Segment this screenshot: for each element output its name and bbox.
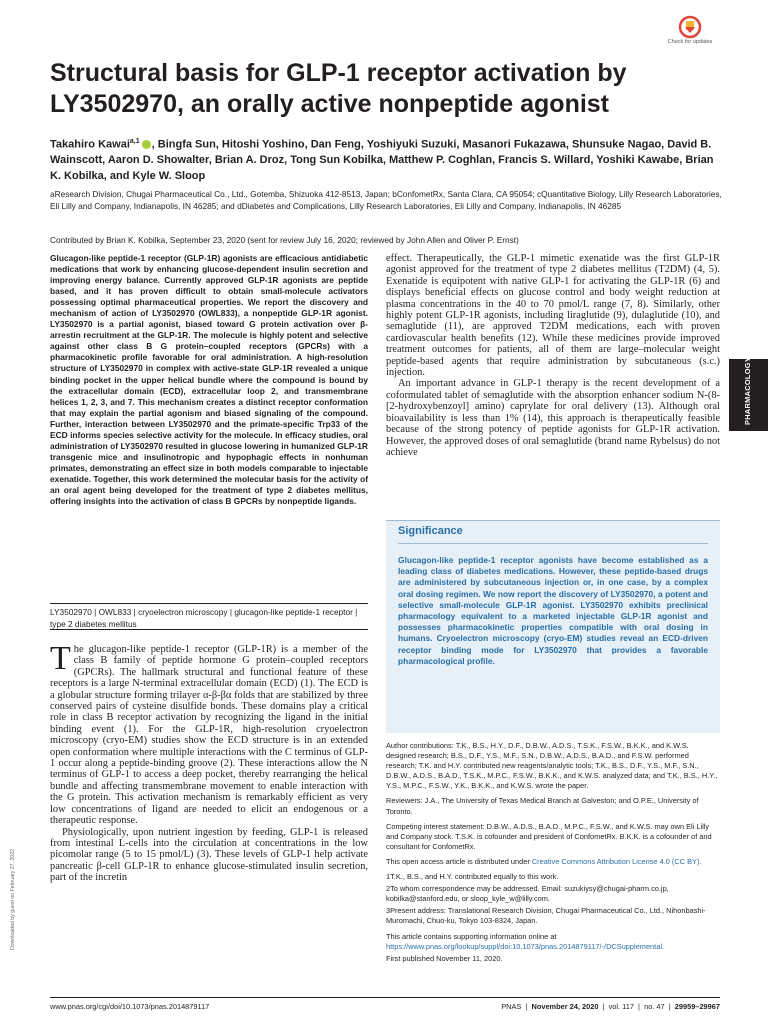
footer-date: November 24, 2020 xyxy=(531,1002,599,1011)
orcid-icon[interactable] xyxy=(142,140,151,149)
body-left-column xyxy=(50,640,368,884)
first-author-affiliation: a,1 xyxy=(129,138,140,145)
section-label: PHARMACOLOGY xyxy=(743,356,752,425)
footer-volume: vol. 117 xyxy=(608,1002,634,1011)
abstract: Glucagon-like peptide-1 receptor (GLP-1R) agonists are efficacious antidiabetic medications that work by enhancing glucose-dependent insulin secretion and improving energy balance. Currently approved GLP-1R agonists are peptide based, and it has proven difficult to obtain small-molecule activators possessing optimal pharmaceutical properties. We report the discovery and mechanism of action of LY3502970 (OWL833), a nonpeptide GLP-1R agonist. LY3502970 is a partial agonist, biased toward G protein activation over β-arrestin recruitment at the GLP-1R. The molecule is highly potent and selective against other class B G protein–coupled receptors (GPCRs) with a pharmacokinetic profile favorable for oral administration. A high-resolution structure of LY3502970 in complex with active-state GLP-1R revealed a unique binding pocket in the upper helical bundle where the compound is bound by the extracellular domain (ECD), extracellular loop 2, and transmembrane helices 1, 2, 3, and 7. This mechanism creates a distinct receptor conformation that may explain the partial agonism and biased signaling of the compound. Further, interaction between LY3502970 and the primate-specific Trp33 of the ECD informs species selective activity for the molecule. In efficacy studies, oral administration of LY3502970 resulted in glucose lowering in humanized GLP-1R transgenic mice and insulinotropic and hypophagic effects in nonhuman primates, demonstrating an effect size in both models comparable to injectable exenatide. Together, this work determined the molecular basis for the activity of an oral agent being developed for the treatment of type 2 diabetes mellitus, offering insights into the activation of class B GPCRs by nonpeptide ligands. xyxy=(50,253,368,507)
supplement-note xyxy=(386,932,720,952)
intro-paragraph-2: Physiologically, upon nutrient ingestion by feeding, GLP-1 is released from intestinal L-cells into the circulation at concentrations in the low picomolar range (5 to 15 pmol/L) (3). These levels of GLP-1 help activate pancreatic β-cell GLP-1R to enhance glucose-stimulated insulin secretion, part of the incretin xyxy=(50,826,368,884)
significance-text: Glucagon-like peptide-1 receptor agonists have become established as a leading class of diabetes medications. However, these peptide-based drugs are administered by subcutaneous injection or, in one case, by a complex oral dosing regimen. We now report the discovery of LY3502970, a potent and selective small-molecule GLP-1R agonist. LY3502970 exhibits preclinical pharmacology equivalent to a marketed injectable GLP-1R agonist and possesses pharmacokinetic properties compatible with oral dosing in humans. Cryoelectron microscopy (cryo-EM) studies reveal an ECD-driven receptor binding mode for LY3502970 that provides a favorable pharmacological profile. xyxy=(398,555,708,666)
competing-interest: Competing interest statement: D.B.W., A.D.S., B.A.D., M.P.C., F.S.W., and K.W.S. may own Eli Lilly and Company stock. T.S.K. is cofounder and president of ConfometRx. B.K.K. is a cofounder of and consultant for ConfometRx. xyxy=(386,821,712,851)
article-title: Structural basis for GLP-1 receptor activation by LY3502970, an orally active nonpeptide agonist xyxy=(50,59,627,118)
footer-journal: PNAS xyxy=(501,1002,522,1011)
right-paragraph-2: An important advance in GLP-1 therapy is the recent development of a coformulated tablet of semaglutide with the absorption enhancer sodium N-(8-[2-hydroxybenzoyl] amino) caprylate for oral delivery (13). Although oral bioavailability is less than 1% (14), this approach is therapeutically feasible because of the strong potency of peptide agonists for GLP-1R activation. However, the approved doses of oral semaglutide (brand name Rybelsus) do not achieve xyxy=(386,378,720,458)
footer-pages: 29959–29967 xyxy=(674,1002,720,1011)
first-author[interactable]: Takahiro Kawai xyxy=(50,138,130,151)
other-authors[interactable]: Bingfa Sun, Hitoshi Yoshino, Dan Feng, Yoshiyuki Suzuki, Masanori Fukazawa, Shunsuke Nagao, David B. Wainscott, Aaron D. Showalter, Brian A. Droz, Tong Sun Kobilka, Matthew P. Coghlan, Francis S. Willard, Yoshiki Kawabe, Brian K. Kobilka, and Kyle W. Sloop xyxy=(50,138,714,182)
download-note: Downloaded by guest on February 27, 2022 xyxy=(10,849,16,950)
license-link[interactable]: Creative Commons Attribution License 4.0 (CC BY). xyxy=(531,856,702,866)
reviewers-note: Reviewers: J.A., The University of Texas Medical Branch at Galveston; and O.P.E., University of Toronto. xyxy=(386,796,699,816)
footnote-1: 1T.K., B.S., and H.Y. contributed equally to this work. xyxy=(386,872,559,882)
body-right-column xyxy=(386,253,720,458)
first-published: First published November 11, 2020. xyxy=(386,953,503,963)
footer-issue: no. 47 xyxy=(644,1002,665,1011)
right-paragraph-1: effect. Therapeutically, the GLP-1 mimetic exenatide was the first GLP-1R agonist approved for the treatment of type 2 diabetes mellitus (T2DM) (4, 5). Exenatide is equipotent with native GLP-1 for activating the GLP-1R (6) and displays beneficial effects on glucose control and body weight reduction at plasma concentrations in the 40 to 70 pmol/L range (7, 8). Similarly, other highly potent GLP-1R agonists, including liraglutide (9), dulaglutide (10), and semaglutide (11), are approved T2DM medications, each with proven cardiovascular health benefits (12). While these medicines provide improved treatment outcomes for patients, all of them are large–molecular weight peptide-based agents that require administration by subcutaneous (s.c.) injection. xyxy=(386,253,720,379)
supplement-link[interactable]: https://www.pnas.org/lookup/suppl/doi:10.1073/pnas.2014879117/-/DCSupplemental. xyxy=(386,941,665,951)
footer-divider xyxy=(50,997,720,998)
check-for-updates-icon[interactable] xyxy=(672,15,708,57)
check-for-updates-label[interactable]: Check for updates xyxy=(667,39,713,45)
footer-doi-url[interactable]: www.pnas.org/cgi/doi/10.1073/pnas.2014879117 xyxy=(50,1002,210,1011)
author-contributions: Author contributions: T.K., B.S., H.Y., D.F., D.B.W., A.D.S., T.S.K., F.S.W., B.K.K., and K.W.S. designed research; B.S., D.F., Y.S., M.F., S.N., D.B.W., A.D.S., B.A.D., and F.S.W. performed research; T.K. and H.Y. contributed new reagents/analytic tools; T.K., B.S., D.F., Y.S., M.F., S.N., D.B.W., A.D.S., B.A.D., T.S.K., M.P.C., F.S.W., B.K.K., and K.W.S. analyzed data; and T.K., B.S., H.Y., Y.S., M.P.C., F.S.W., Y.K., B.K.K., and K.W.S. wrote the paper. xyxy=(386,741,718,791)
keywords: LY3502970 | OWL833 | cryoelectron microscopy | glucagon-like peptide-1 receptor | type 2 diabetes mellitus xyxy=(50,603,368,630)
footer-citation: PNAS | November 24, 2020 | vol. 117 | no. 47 | 29959–29967 xyxy=(501,1002,720,1011)
license-note xyxy=(386,857,720,867)
footnotes xyxy=(386,741,720,969)
contributed-line: Contributed by Brian K. Kobilka, September 23, 2020 (sent for review July 16, 2020; reviewed by John Allen and Oliver P. Ernst) xyxy=(50,235,519,245)
significance-heading: Significance xyxy=(398,525,463,537)
license-prefix: This open access article is distributed under xyxy=(386,856,532,866)
significance-divider xyxy=(398,543,708,544)
affiliations: aResearch Division, Chugai Pharmaceutical Co., Ltd., Gotemba, Shizuoka 412-8513, Japan; bConfometRx, Santa Clara, CA 95054; cQuantitative Biology, Lilly Research Laboratories, Eli Lilly and Company, Indianapolis, IN 46285; and dDiabetes and Complications, Lilly Research Laboratories, Eli Lilly and Company, Indianapolis, IN 46285 xyxy=(50,189,722,211)
keywords-divider xyxy=(50,629,368,630)
footnote-3: 3Present address: Translational Research Division, Chugai Pharmaceutical Co., Ltd., Nihonbashi-Muromachi, Chuo-ku, Tokyo 103-8324, Japan. xyxy=(386,906,706,926)
intro-paragraph-1: he glucagon-like peptide-1 receptor (GLP-1R) is a member of the class B family of peptide hormone G protein–coupled receptors (GPCRs). The hallmark structural and functional feature of these receptors is a large N-terminal extracellular domain (ECD) (1). The ECD is a globular structure forming trilayer α-β-βα folds that are stabilized by three conserved pairs of cysteine disulfide bonds. These domains play a critical role in class B receptor activation by recognizing the ligand in the initial binding event (1). For the GLP-1R, high-resolution cryoelectron microscopy (cryo-EM) studies show the ECD structure is in an extended open conformation where multiple interactions with the C terminus of GLP-1 occur along a peptide-binding groove (2). These interactions allow the N terminus of GLP-1 to access a deep pocket, thereby rearranging the helical bundle and affecting transmembrane movement to enable interaction with the G protein. This activation mechanism is remarkably efficient as very low concentrations of ligand are needed to elicit an endogenous or a therapeutic response. xyxy=(50,644,368,827)
supplement-prefix: This article contains supporting information online at xyxy=(386,931,557,941)
dropcap: T xyxy=(50,640,71,677)
section-side-tab xyxy=(729,356,768,431)
footnote-2[interactable]: 2To whom correspondence may be addressed. Email: suzukiysy@chugai-pharm.co.jp, kobilka@stanford.edu, or sloop_kyle_w@lilly.com. xyxy=(386,884,669,904)
author-list: Takahiro Kawai$^{a,1}$ , Bingfa Sun, Hitoshi Yoshino, Dan Feng, Yoshiyuki Suzuki, Masanori Fukazawa, Shunsuke Nagao, David B. Wainscott, Aaron D. Showalter, Brian A. Droz, Tong Sun Kobilka, Matthew P. Coghlan, Francis S. Willard, Yoshiki Kawabe, Brian K. Kobilka, and Kyle W. Sloop xyxy=(50,138,714,182)
